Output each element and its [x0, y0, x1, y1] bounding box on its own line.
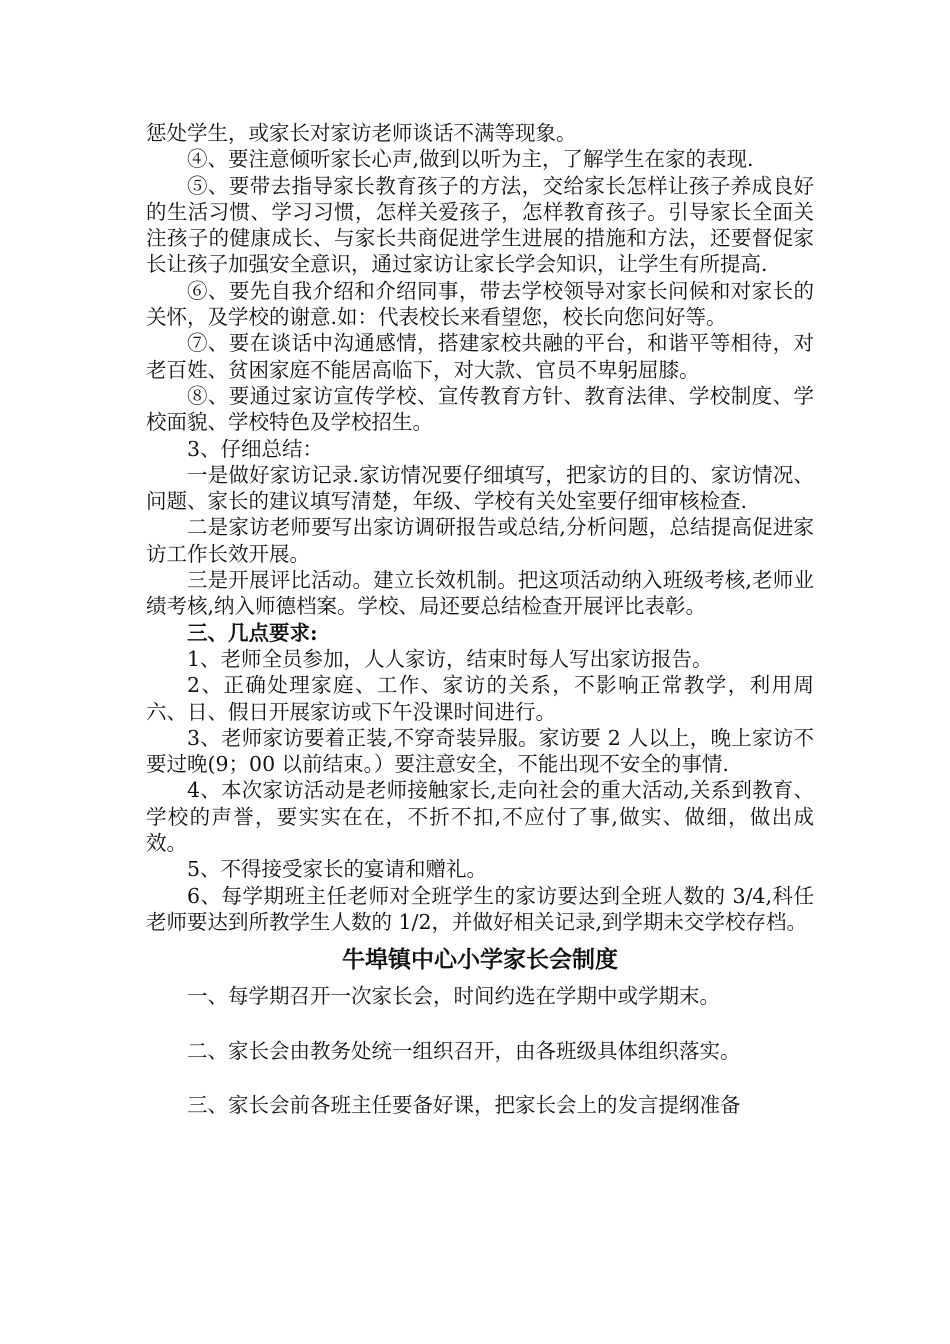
paragraph: ④、要注意倾听家长心声,做到以听为主，了解学生在家的表现.	[187, 147, 754, 172]
requirement-item: 6、每学期班主任老师对全班学生的家访要达到全班人数的 3/4,科任老师要达到所教学生人数的 1/2，并做好相关记录,到学期未交学校存档。	[146, 883, 814, 934]
paragraph: ⑤、要带去指导家长教育孩子的方法，交给家长怎样让孩子养成良好的生活习惯、学习习惯，怎样关爱孩子，怎样教育孩子。引导家长全面关注孩子的健康成长、与家长共商促进学生进展的措施和方法，还要督促家长让孩子加强安全意识，通过家访让家长学会知识，让学生有所提高.	[146, 173, 814, 277]
requirement-item: 2、正确处理家庭、工作、家访的关系，不影响正常教学，利用周六、日、假日开展家访或下午没课时间进行。	[146, 673, 814, 724]
document-page	[146, 120, 814, 1118]
paragraph: ⑦、要在谈话中沟通感情，搭建家校共融的平台，和谐平等相待，对老百姓、贫困家庭不能居高临下，对大款、官员不卑躬屈膝。	[146, 331, 814, 382]
requirement-item: 5、不得接受家长的宴请和赠礼。	[187, 857, 488, 882]
subheading: 3、仔细总结：	[187, 436, 324, 461]
paragraph: 惩处学生，或家长对家访老师谈话不满等现象。	[146, 121, 577, 145]
paragraph: 三是开展评比活动。建立长效机制。把这项活动纳入班级考核,老师业绩考核,纳入师德档案。学校、局还要总结检查开展评比表彰。	[146, 568, 814, 619]
requirement-item: 3、老师家访要着正装,不穿奇装异服。家访要 2 人以上，晚上家访不要过晚(9；00 以前结束。）要注意安全，不能出现不安全的事情.	[146, 725, 814, 777]
rule-item: 二、家长会由教务处统一组织召开，由各班级具体组织落实。	[187, 1038, 741, 1063]
paragraph: 一是做好家访记录.家访情况要仔细填写，把家访的目的、家访情况、问题、家长的建议填写清楚，年级、学校有关处室要仔细审核检查.	[146, 462, 814, 514]
rule-item: 一、每学期召开一次家长会，时间约选在学期中或学期末。	[187, 984, 720, 1009]
document-title: 牛埠镇中心小学家长会制度	[342, 946, 618, 974]
requirement-item: 1、老师全员参加，人人家访，结束时每人写出家访报告。	[187, 646, 713, 671]
paragraph: ⑧、要通过家访宣传学校、宣传教育方针、教育法律、学校制度、学校面貌、学校特色及学校招生。	[146, 383, 814, 435]
paragraph: ⑥、要先自我介绍和介绍同事，带去学校领导对家长问候和对家长的关怀，及学校的谢意.如：代表校长来看望您，校长向您问好等。	[146, 278, 814, 330]
rule-item: 三、家长会前各班主任要备好课，把家长会上的发言提纲准备	[187, 1092, 741, 1117]
paragraph: 二是家访老师要写出家访调研报告或总结,分析问题，总结提高促进家访工作长效开展。	[146, 515, 814, 566]
section-heading: 三、几点要求:	[187, 620, 318, 645]
requirement-item: 4、本次家访活动是老师接触家长,走向社会的重大活动,关系到教育、学校的声誉，要实实在在，不折不扣,不应付了事,做实、做细，做出成效。	[146, 778, 814, 856]
